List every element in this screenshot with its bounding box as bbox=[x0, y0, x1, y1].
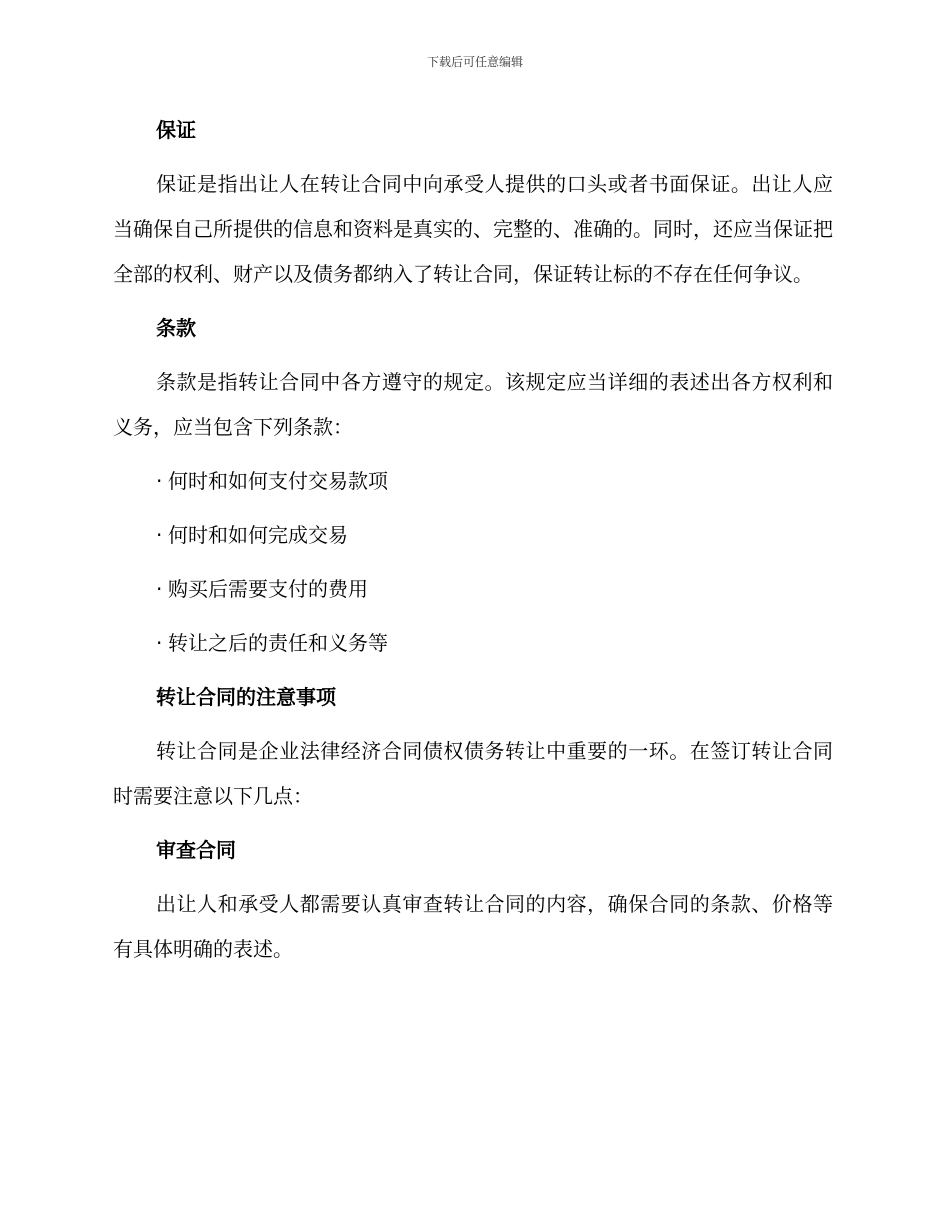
list-item-text: 购买后需要支付的费用 bbox=[168, 577, 368, 601]
list-item-text: 转让之后的责任和义务等 bbox=[168, 631, 388, 655]
section-heading-terms: 条款 bbox=[156, 316, 196, 340]
section-heading-guarantee: 保证 bbox=[156, 118, 196, 142]
bullet-dot: · bbox=[156, 469, 163, 493]
paragraph-review: 出让人和承受人都需要认真审查转让合同的内容，确保合同的条款、价格等有具体明确的表述。 bbox=[113, 892, 833, 961]
paragraph-notes: 转让合同是企业法律经济合同债权债务转让中重要的一环。在签订转让合同时需要注意以下几点： bbox=[113, 739, 833, 808]
paragraph-guarantee: 保证是指出让人在转让合同中向承受人提供的口头或者书面保证。出让人应当确保自己所提供的信息和资料是真实的、完整的、准确的。同时，还应当保证把全部的权利、财产以及债务都纳入了转让合同，保证转让标的不存在任何争议。 bbox=[113, 172, 833, 286]
list-item bbox=[113, 567, 833, 611]
list-item bbox=[113, 621, 833, 665]
bullet-dot: · bbox=[156, 523, 163, 547]
list-item bbox=[113, 513, 833, 557]
header-note: 下载后可任意编辑 bbox=[426, 55, 523, 69]
section-heading-notes: 转让合同的注意事项 bbox=[156, 685, 336, 709]
list-item-text: 何时和如何完成交易 bbox=[168, 523, 348, 547]
list-item bbox=[113, 459, 833, 503]
paragraph-terms: 条款是指转让合同中各方遵守的规定。该规定应当详细的表述出各方权利和义务，应当包含下列条款： bbox=[113, 370, 833, 439]
bullet-dot: · bbox=[156, 631, 163, 655]
section-heading-review: 审查合同 bbox=[156, 838, 236, 862]
bullet-dot: · bbox=[156, 577, 163, 601]
document-body bbox=[113, 108, 833, 981]
list-item-text: 何时和如何支付交易款项 bbox=[168, 469, 388, 493]
